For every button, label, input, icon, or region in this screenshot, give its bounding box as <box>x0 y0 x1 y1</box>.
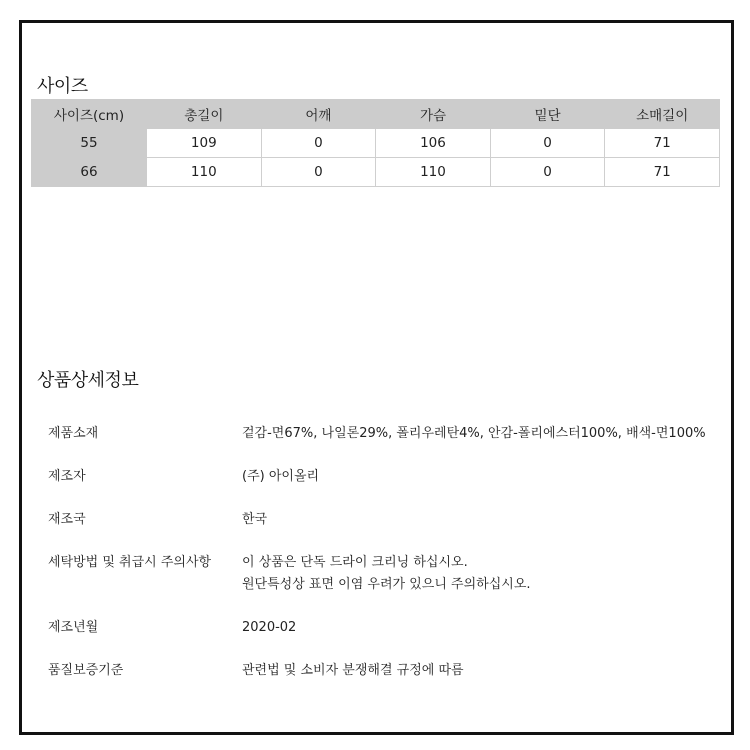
detail-label: 재조국 <box>48 512 86 527</box>
detail-value: 관련법 및 소비자 분쟁해결 규정에 따름 <box>242 663 464 678</box>
detail-value: 2020-02 <box>242 620 297 635</box>
cell-shoulder: 0 <box>261 158 376 187</box>
detail-label: 제품소재 <box>48 426 99 441</box>
detail-value: 겉감-면67%, 나일론29%, 폴리우레탄4%, 안감-폴리에스터100%, 배색-면100% <box>242 426 706 441</box>
detail-value: 이 상품은 단독 드라이 크리닝 하십시오. <box>242 555 468 570</box>
detail-section-title: 상품상세정보 <box>37 370 139 391</box>
table-row <box>32 158 720 187</box>
header-shoulder: 어깨 <box>261 100 376 129</box>
cell-shoulder: 0 <box>261 129 376 158</box>
header-sleeve-length: 소매길이 <box>605 100 720 129</box>
cell-sleeve-length: 71 <box>605 158 720 187</box>
size-table-header <box>32 100 720 129</box>
cell-total-length: 110 <box>147 158 262 187</box>
cell-hem: 0 <box>490 158 605 187</box>
cell-hem: 0 <box>490 129 605 158</box>
header-total-length: 총길이 <box>147 100 262 129</box>
cell-chest: 106 <box>376 129 491 158</box>
detail-value: (주) 아이올리 <box>242 469 320 484</box>
detail-label: 세탁방법 및 취급시 주의사항 <box>48 555 212 570</box>
detail-value: 한국 <box>242 512 268 527</box>
cell-sleeve-length: 71 <box>605 129 720 158</box>
row-size: 55 <box>32 129 147 158</box>
table-row <box>32 129 720 158</box>
detail-label: 제조자 <box>48 469 86 484</box>
detail-label: 제조년월 <box>48 620 99 635</box>
detail-value-line2: 원단특성상 표면 이염 우려가 있으니 주의하십시오. <box>242 577 531 592</box>
header-size: 사이즈(cm) <box>32 100 147 129</box>
size-section-title: 사이즈 <box>37 76 88 97</box>
header-hem: 밑단 <box>490 100 605 129</box>
detail-label: 품질보증기준 <box>48 663 124 678</box>
header-chest: 가슴 <box>376 100 491 129</box>
cell-chest: 110 <box>376 158 491 187</box>
cell-total-length: 109 <box>147 129 262 158</box>
size-table <box>31 99 720 187</box>
row-size: 66 <box>32 158 147 187</box>
